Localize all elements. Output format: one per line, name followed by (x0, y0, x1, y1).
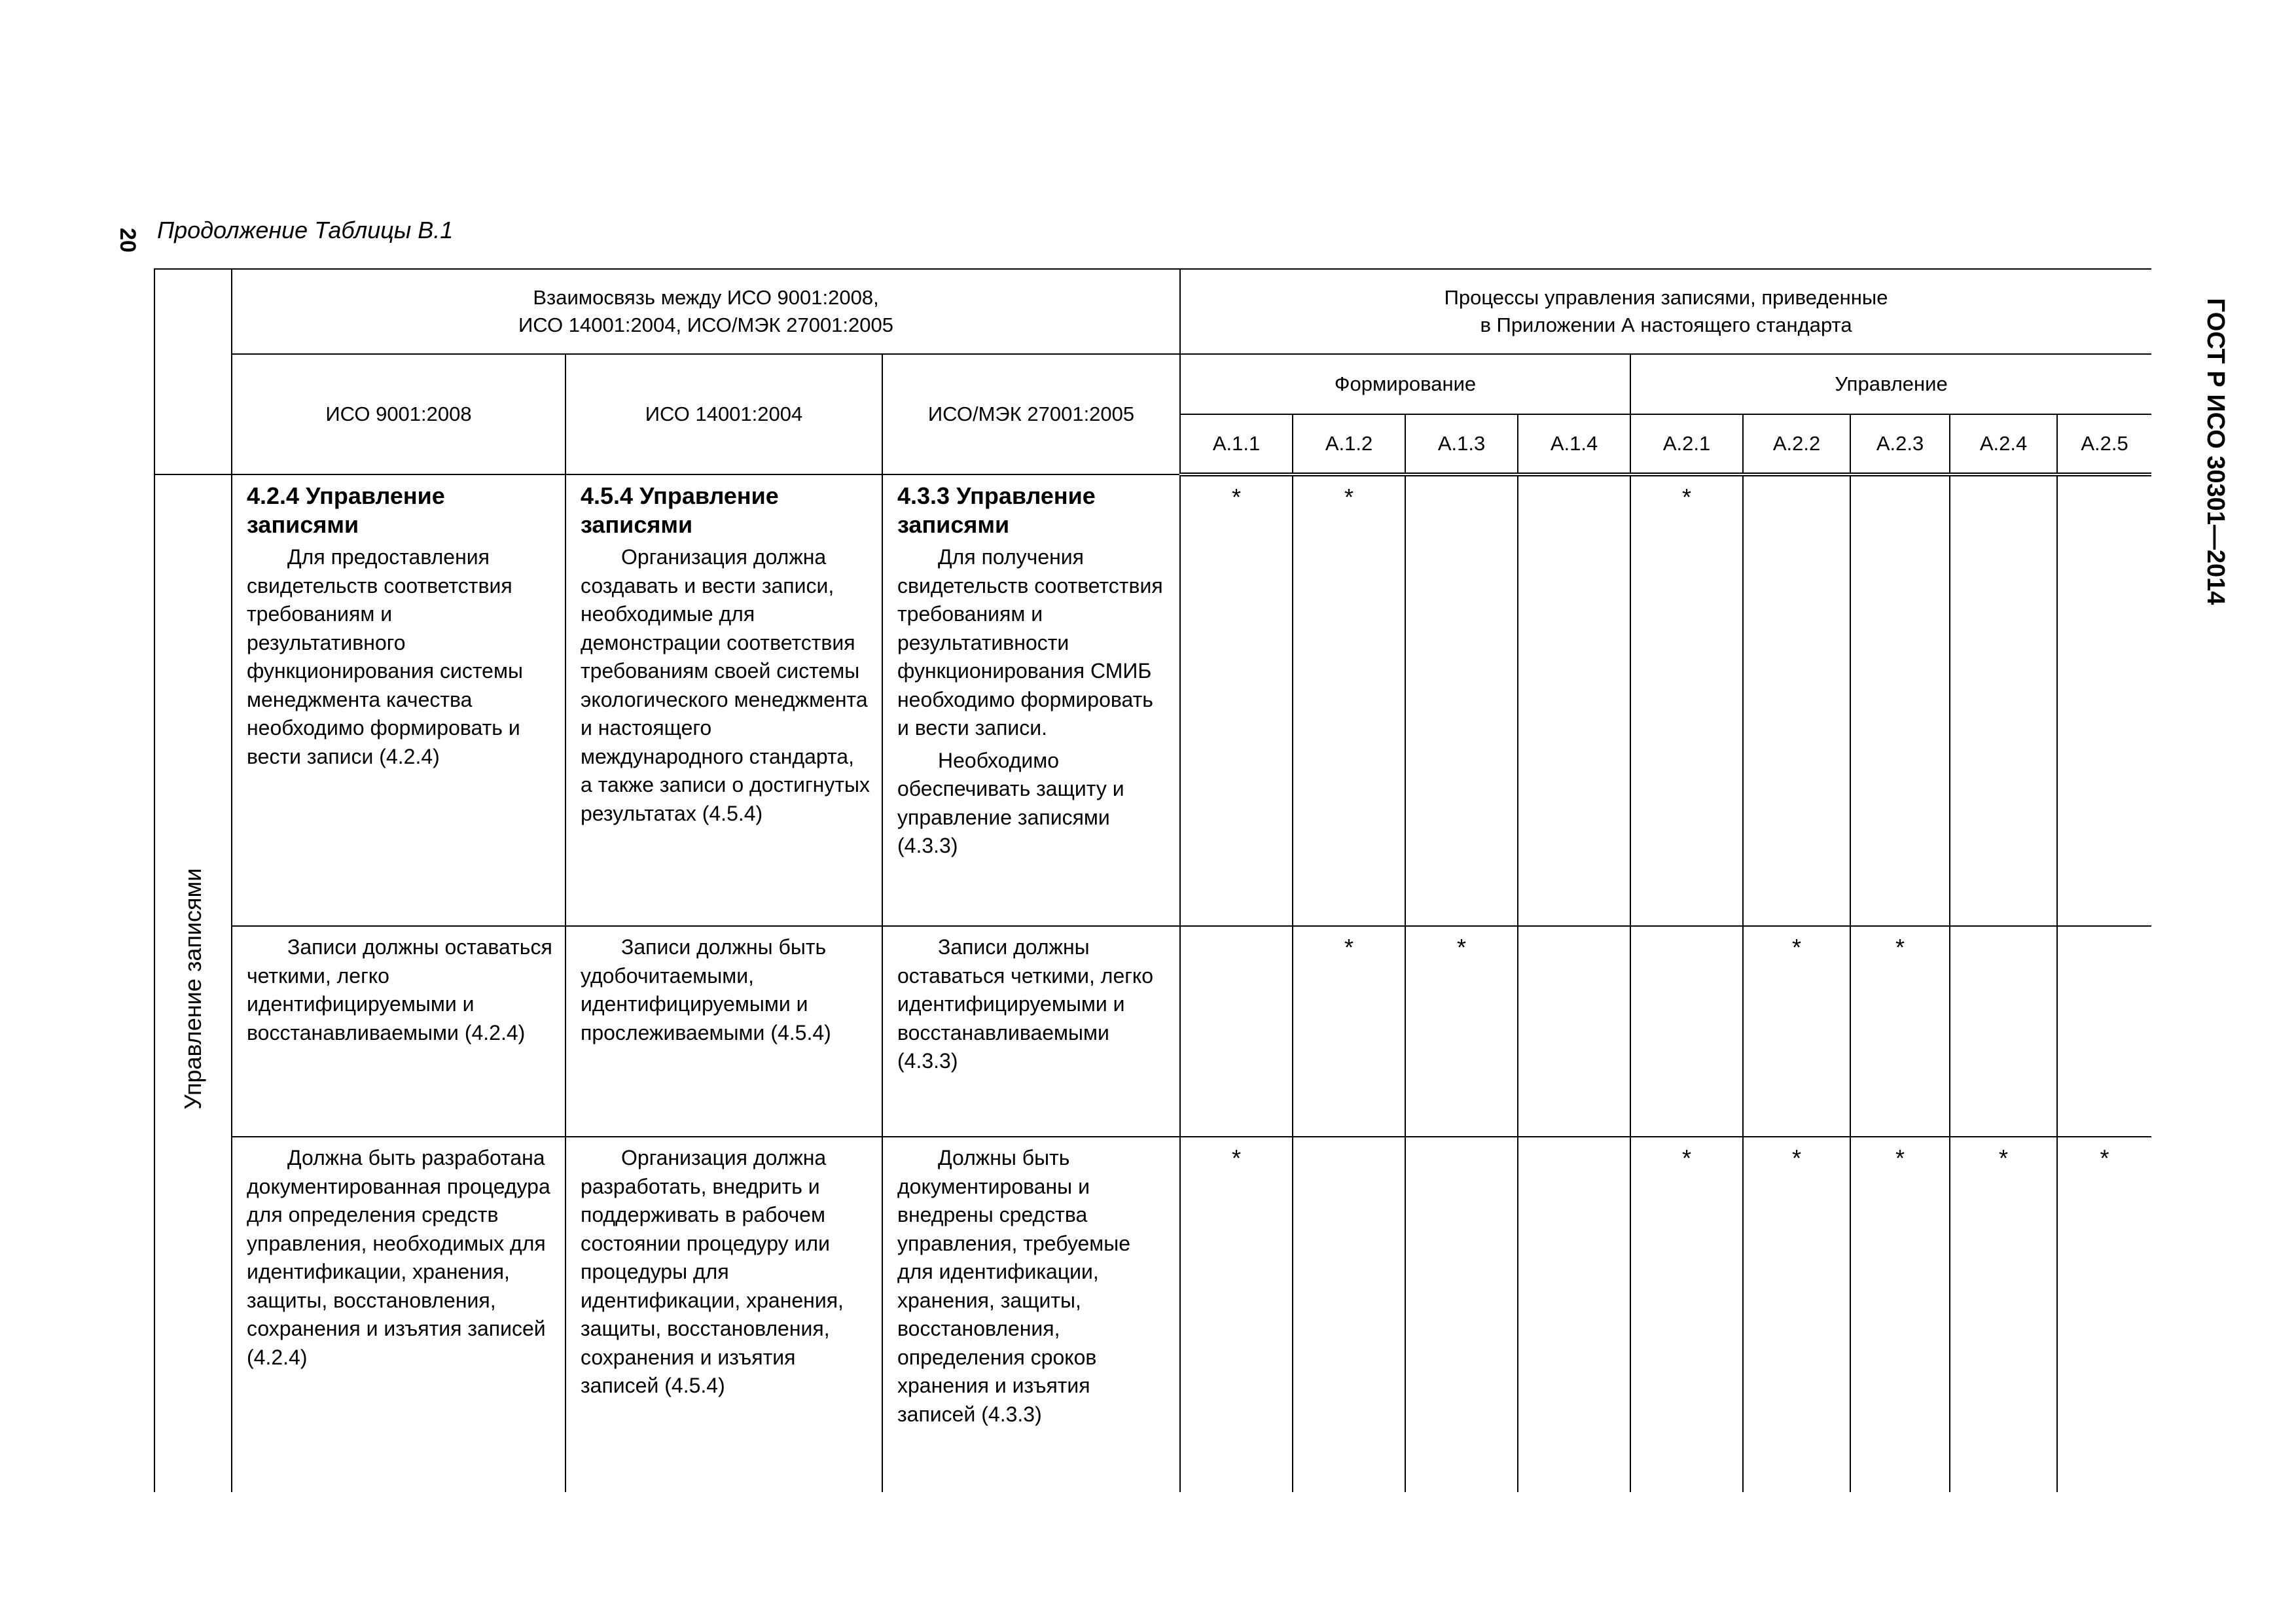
continuation-title: Продолжение Таблицы В.1 (157, 217, 454, 243)
requirement-text: Для получения свидетельств соответствия требованиям и результативности функционирования СМИБ необходимо формировать и вести записи. (897, 545, 1163, 740)
process-code-header: А.1.1 (1180, 414, 1293, 474)
process-code-header: А.2.2 (1743, 414, 1850, 474)
clause-heading-line2: записями (247, 511, 359, 538)
header-corner-cell (154, 269, 232, 474)
process-code-header: А.1.4 (1518, 414, 1630, 474)
requirement-text: Необходимо обеспечивать защиту и управление записями (4.3.3) (897, 748, 1124, 857)
requirement-text: Должна быть разработана документированная процедура для определения средств управления, необходимых для идентификации, хранения, защиты, восстановления, сохранения и изъятия записей (4.2.4) (247, 1146, 550, 1369)
mark-cell (1630, 926, 1743, 1137)
requirement-text: Для предоставления свидетельств соответствия требованиям и результативного функционирования системы менеджмента качества необходимо формировать и вести записи (4.2.4) (247, 545, 523, 768)
iso9001-cell (232, 1137, 565, 1492)
requirement-text: Должны быть документированы и внедрены средства управления, требуемые для идентификации, хранения, защиты, восстановления, определения сроков хранения и изъятия записей (4.3.3) (897, 1146, 1131, 1426)
relation-header-line2: ИСО 14001:2004, ИСО/МЭК 27001:2005 (518, 313, 894, 336)
clause-heading (247, 482, 553, 539)
process-code-header: А.2.5 (2057, 414, 2151, 474)
clause-heading-line2: записями (897, 511, 1010, 538)
iso14001-cell (565, 1137, 882, 1492)
correspondence-table (154, 268, 2151, 1492)
mark-cell (1293, 1137, 1405, 1492)
requirement-text: Организация должна разработать, внедрить и поддерживать в рабочем состоянии процедуру или процедуры для идентификации, хранения, защиты, восстановления, сохранения и изъятия записей (4.5.4) (581, 1146, 844, 1397)
iso9001-cell (232, 926, 565, 1137)
clause-heading-line2: записями (581, 511, 693, 538)
mark-cell: * (1630, 474, 1743, 926)
process-code-header: А.2.4 (1950, 414, 2057, 474)
group-header-management: Управление (1630, 354, 2151, 414)
mark-cell: * (1180, 1137, 1293, 1492)
mark-cell: * (1293, 474, 1405, 926)
mark-cell: * (1850, 926, 1950, 1137)
requirement-text: Записи должны оставаться четкими, легко идентифицируемыми и восстанавливаемыми (4.3.3) (897, 935, 1154, 1073)
iso27001-cell (882, 1137, 1180, 1492)
clause-heading (897, 482, 1168, 539)
mark-cell: * (1743, 926, 1850, 1137)
mark-cell: * (1743, 1137, 1850, 1492)
clause-heading-line1: 4.3.3 Управление (897, 482, 1096, 509)
mark-cell: * (1950, 1137, 2057, 1492)
page-number: 20 (115, 228, 140, 253)
group-header-formation: Формирование (1180, 354, 1630, 414)
mark-cell: * (1850, 1137, 1950, 1492)
relation-header-line1: Взаимосвязь между ИСО 9001:2008, (533, 286, 879, 309)
process-code-header: А.1.2 (1293, 414, 1405, 474)
mark-cell (1743, 474, 1850, 926)
mark-cell (2057, 474, 2151, 926)
header-row-2 (154, 354, 2151, 414)
relation-header (232, 269, 1180, 354)
requirement-text: Записи должны оставаться четкими, легко идентифицируемыми и восстанавливаемыми (4.2.4) (247, 935, 552, 1044)
iso27001-cell (882, 926, 1180, 1137)
mark-cell (1405, 1137, 1518, 1492)
table-row (154, 926, 2151, 1137)
standard-designation: ГОСТ Р ИСО 30301—2014 (2202, 298, 2229, 605)
mark-cell (1950, 474, 2057, 926)
iso9001-cell (232, 474, 565, 926)
header-row-1 (154, 269, 2151, 354)
process-code-header: А.2.1 (1630, 414, 1743, 474)
processes-header-line2: в Приложении А настоящего стандарта (1480, 313, 1852, 336)
process-code-header: А.2.3 (1850, 414, 1950, 474)
mark-cell (1518, 926, 1630, 1137)
section-label-cell (154, 474, 232, 1492)
mark-cell (1405, 474, 1518, 926)
iso27001-cell (882, 474, 1180, 926)
mark-cell (1518, 1137, 1630, 1492)
mark-cell: * (1293, 926, 1405, 1137)
mark-cell (1850, 474, 1950, 926)
column-header-iso9001: ИСО 9001:2008 (232, 354, 565, 474)
column-header-iso14001: ИСО 14001:2004 (565, 354, 882, 474)
mark-cell: * (1180, 474, 1293, 926)
mark-cell: * (2057, 1137, 2151, 1492)
mark-cell: * (1405, 926, 1518, 1137)
iso14001-cell (565, 474, 882, 926)
clause-heading-line1: 4.5.4 Управление (581, 482, 779, 509)
processes-header-line1: Процессы управления записями, приведенные (1444, 286, 1888, 309)
mark-cell: * (1630, 1137, 1743, 1492)
mark-cell (1180, 926, 1293, 1137)
mark-cell (1950, 926, 2057, 1137)
clause-heading (581, 482, 870, 539)
table-frame (154, 268, 2151, 1492)
mark-cell (1518, 474, 1630, 926)
column-header-iso27001: ИСО/МЭК 27001:2005 (882, 354, 1180, 474)
iso14001-cell (565, 926, 882, 1137)
requirement-text: Организация должна создавать и вести записи, необходимые для демонстрации соответствия требованиям своей системы экологического менеджмента и настоящего международного стандарта, а также записи о достигнутых результатах (4.5.4) (581, 545, 870, 825)
table-row (154, 1137, 2151, 1492)
process-code-header: А.1.3 (1405, 414, 1518, 474)
table-row (154, 474, 2151, 926)
mark-cell (2057, 926, 2151, 1137)
processes-header (1180, 269, 2151, 354)
requirement-text: Записи должны быть удобочитаемыми, идентифицируемыми и прослеживаемыми (4.5.4) (581, 935, 831, 1044)
section-label: Управление записями (179, 868, 206, 1110)
clause-heading-line1: 4.2.4 Управление (247, 482, 445, 509)
